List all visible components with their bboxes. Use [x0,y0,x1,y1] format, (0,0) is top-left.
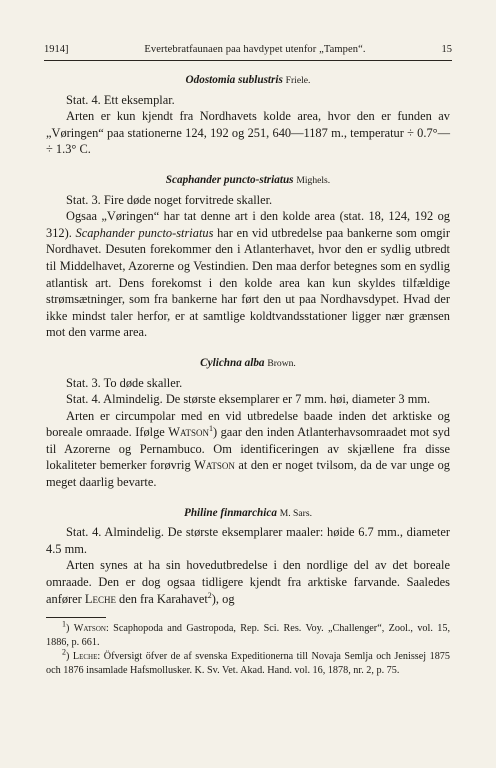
footnote-marker: 1 [208,424,213,434]
species-heading-scaphander [46,172,450,190]
species-author: M. Sars. [279,507,312,519]
paragraph: Arten synes at ha sin hovedutbredelse i den nordlige del av det boreale omraade. Den er dog ogsaa tidligere kjendt fra arktiske farvande. Saaledes anfører Leche den fra Karahavet$^2$), og [46,558,450,606]
page-number: 15 [441,44,452,55]
paragraph: Stat. 3. Fire døde noget forvitrede skaller. [66,192,273,207]
header-title: Evertebratfaunaen paa havdypet utenfor „Tampen“. [144,44,366,55]
header-year: 1914] [44,44,69,55]
paragraph: Stat. 4. Ett eksemplar. [66,92,175,107]
author-reference: Watson [194,458,235,473]
paragraph: Stat. 4. Almindelig. De største eksemplarer er 7 mm. høi, diameter 3 mm. [66,392,431,407]
species-name-inline: Scaphander puncto-striatus [75,225,214,240]
footnote-marker: 2 [207,590,212,600]
author-reference: Leche [84,591,116,606]
paragraph: Stat. 4. Almindelig. De største eksemplarer maaler: høide 6.7 mm., diameter 4.5 mm. [46,525,450,556]
species-name: Cylichna alba [200,356,265,369]
paragraph: Ogsaa „Vøringen“ har tat denne art i den kolde area (stat. 18, 124, 192 og 312). Scaphander puncto-striatus har en vid utbredelse paa bankerne som omgir Nordhavet. Desuten forekommer den i Atlanterhavet, hvor den er sydlig utbredt til Middelhavet, Azorerne og Vestindien. Den maa derfor betegnes som en sydlig atlantisk art. Dens forekomst i den kolde area kan kun skyldes tilfældige strømsætninger, som fra bankerne har ført den ut paa Nordhavsdypet. Hvad der ikke mindst taler herfor, er at samtlige koldtvandsstationer ligger nær grænsen mot den varme area. [46,209,450,340]
species-author: Friele. [285,75,311,86]
species-name: Philine finmarchica [184,506,277,519]
paragraph: Stat. 3. To døde skaller. [66,375,183,390]
species-heading-philine [46,505,450,523]
author-reference: Watson [168,425,209,440]
species-author: Mighels. [296,174,331,186]
footnote-rule [46,617,106,618]
species-heading-odostomia [46,72,450,90]
paragraph: Arten er kun kjendt fra Nordhavets kolde area, hvor den er funden av „Vøringen“ paa stationerne 124, 192 og 251, 640—1187 m., temperatur ÷ 0.7°— ÷ 1.3° C. [46,109,450,157]
footnote-2: $^2$) Leche: Öfversigt öfver de af svenska Expeditionerna till Novaja Semlja och Jenissej 1875 och 1876 insamlade Hafsmollusker. K. Sv. Vet. Akad. Hand. vol. 16, 1878, nr. 2, p. 75. [46,647,450,677]
species-author: Brown. [267,357,296,369]
running-header [44,44,452,58]
footnote-1: $^1$) Watson: Scaphopoda and Gastropoda, Rep. Sci. Res. Voy. „Challenger“, Zool., vol. 15, 1886, p. 661. [46,619,450,649]
species-name: Odostomia sublustris [185,74,283,86]
species-heading-cylichna [46,355,450,373]
page-body [46,66,450,678]
header-rule [44,60,452,61]
paragraph: Arten er circumpolar med en vid utbredelse baade inden det arktiske og boreale omraade. Ifølge Watson$^1$) gaar den inden Atlanterhavsomraadet mot syd til Azorerne og Pernambuco. Om identificeringen av skjællene fra disse lokaliteter bemerker forøvrig Watson at den er noget tvilsom, da de var unge og meget daarlig bevarte. [46,408,450,490]
species-name: Scaphander puncto-striatus [165,173,294,186]
